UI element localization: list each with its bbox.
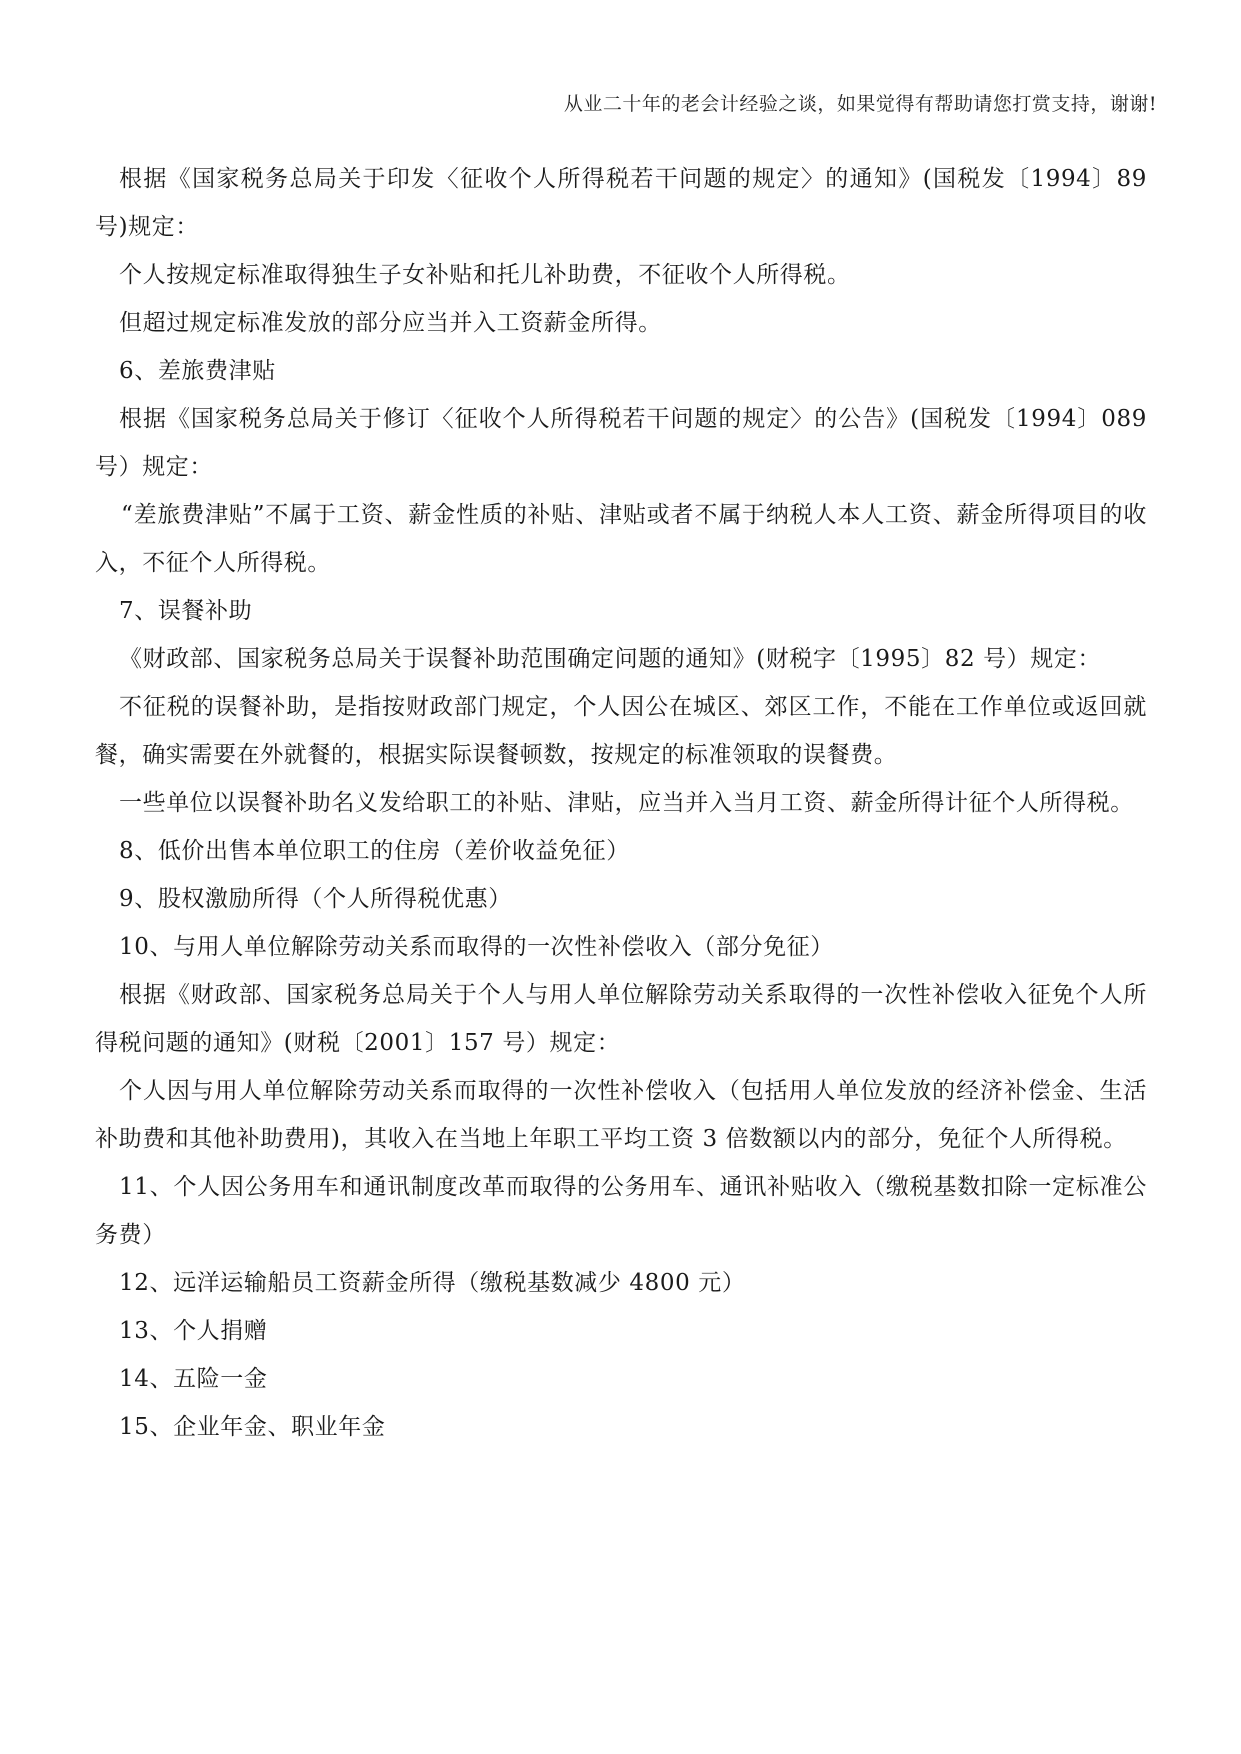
document-body xyxy=(95,155,1147,1451)
paragraph: 《财政部、国家税务总局关于误餐补助范围确定问题的通知》(财税字〔1995〕82 号）规定： xyxy=(119,646,1102,672)
section-heading: 8、低价出售本单位职工的住房（差价收益免征） xyxy=(119,838,630,864)
paragraph: 根据《国家税务总局关于修订〈征收个人所得税若干问题的规定〉的公告》(国税发〔1994〕089号）规定： xyxy=(95,406,1147,480)
section-heading: 12、远洋运输船员工资薪金所得（缴税基数减少 4800 元） xyxy=(119,1270,746,1296)
section-heading: 13、个人捐赠 xyxy=(119,1318,268,1344)
section-heading: 10、与用人单位解除劳动关系而取得的一次性补偿收入（部分免征） xyxy=(119,934,834,960)
paragraph: “差旅费津贴”不属于工资、薪金性质的补贴、津贴或者不属于纳税人本人工资、薪金所得项目的收入，不征个人所得税。 xyxy=(95,502,1147,576)
paragraph: 但超过规定标准发放的部分应当并入工资薪金所得。 xyxy=(119,310,662,336)
header-note: 从业二十年的老会计经验之谈，如果觉得有帮助请您打赏支持，谢谢! xyxy=(563,93,1157,115)
section-heading: 11、个人因公务用车和通讯制度改革而取得的公务用车、通讯补贴收入（缴税基数扣除一定标准公务费） xyxy=(95,1174,1147,1248)
paragraph: 个人按规定标准取得独生子女补贴和托儿补助费，不征收个人所得税。 xyxy=(119,262,851,288)
section-heading: 15、企业年金、职业年金 xyxy=(119,1414,386,1440)
section-heading: 9、股权激励所得（个人所得税优惠） xyxy=(119,886,512,912)
paragraph: 根据《财政部、国家税务总局关于个人与用人单位解除劳动关系取得的一次性补偿收入征免个人所得税问题的通知》(财税〔2001〕157 号）规定： xyxy=(95,982,1147,1056)
paragraph: 个人因与用人单位解除劳动关系而取得的一次性补偿收入（包括用人单位发放的经济补偿金、生活补助费和其他补助费用)，其收入在当地上年职工平均工资 3 倍数额以内的部分，免征个人所得税。 xyxy=(95,1078,1147,1152)
paragraph: 一些单位以误餐补助名义发给职工的补贴、津贴，应当并入当月工资、薪金所得计征个人所得税。 xyxy=(119,790,1134,816)
section-heading: 7、误餐补助 xyxy=(119,598,253,624)
paragraph: 不征税的误餐补助，是指按财政部门规定，个人因公在城区、郊区工作，不能在工作单位或返回就餐，确实需要在外就餐的，根据实际误餐顿数，按规定的标准领取的误餐费。 xyxy=(95,694,1147,768)
section-heading: 6、差旅费津贴 xyxy=(119,358,276,384)
section-heading: 14、五险一金 xyxy=(119,1366,268,1392)
paragraph: 根据《国家税务总局关于印发〈征收个人所得税若干问题的规定〉的通知》(国税发〔1994〕89号)规定： xyxy=(95,166,1147,240)
